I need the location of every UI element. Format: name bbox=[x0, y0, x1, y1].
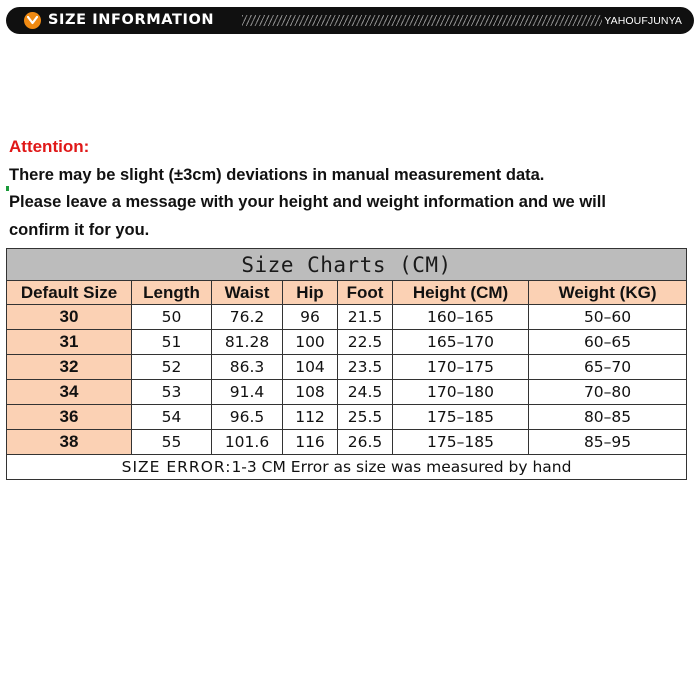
table-cell: 85–95 bbox=[529, 430, 687, 455]
table-cell: 23.5 bbox=[338, 355, 393, 380]
column-header: Length bbox=[132, 281, 212, 305]
banner-stripes bbox=[242, 15, 602, 26]
size-cell: 36 bbox=[7, 405, 132, 430]
column-header: Waist bbox=[212, 281, 283, 305]
size-error-text: 1-3 CM Error as size was measured by hand bbox=[231, 458, 572, 476]
table-cell: 160–165 bbox=[393, 305, 529, 330]
attention-label: Attention: bbox=[9, 137, 90, 156]
table-cell: 91.4 bbox=[212, 380, 283, 405]
table-cell: 112 bbox=[283, 405, 338, 430]
table-row bbox=[7, 330, 687, 355]
size-cell: 32 bbox=[7, 355, 132, 380]
attention-line: confirm it for you. bbox=[9, 221, 150, 239]
column-header: Hip bbox=[283, 281, 338, 305]
table-cell: 96 bbox=[283, 305, 338, 330]
table-cell: 108 bbox=[283, 380, 338, 405]
table-cell: 54 bbox=[132, 405, 212, 430]
table-row bbox=[7, 405, 687, 430]
table-cell: 104 bbox=[283, 355, 338, 380]
table-cell: 81.28 bbox=[212, 330, 283, 355]
table-cell: 22.5 bbox=[338, 330, 393, 355]
brand-name: YAHOUFJUNYA bbox=[604, 15, 682, 27]
size-error-note bbox=[7, 455, 687, 480]
header-banner bbox=[6, 7, 694, 34]
table-cell: 165–170 bbox=[393, 330, 529, 355]
table-cell: 170–175 bbox=[393, 355, 529, 380]
table-cell: 80–85 bbox=[529, 405, 687, 430]
table-cell: 70–80 bbox=[529, 380, 687, 405]
table-cell: 60–65 bbox=[529, 330, 687, 355]
table-cell: 175–185 bbox=[393, 405, 529, 430]
table-cell: 25.5 bbox=[338, 405, 393, 430]
size-error-label: SIZE ERROR: bbox=[121, 458, 232, 476]
table-title: Size Charts (CM) bbox=[7, 249, 687, 281]
table-cell: 52 bbox=[132, 355, 212, 380]
table-row bbox=[7, 380, 687, 405]
table-cell: 50–60 bbox=[529, 305, 687, 330]
table-cell: 101.6 bbox=[212, 430, 283, 455]
table-row bbox=[7, 305, 687, 330]
column-header: Default Size bbox=[7, 281, 132, 305]
table-header-row bbox=[7, 281, 687, 305]
table-cell: 86.3 bbox=[212, 355, 283, 380]
size-cell: 38 bbox=[7, 430, 132, 455]
chevron-down-icon bbox=[24, 12, 41, 29]
table-cell: 50 bbox=[132, 305, 212, 330]
table-cell: 96.5 bbox=[212, 405, 283, 430]
size-error-row bbox=[7, 455, 687, 480]
size-cell: 30 bbox=[7, 305, 132, 330]
attention-line: Please leave a message with your height and weight information and we will bbox=[9, 193, 606, 211]
banner-title: SIZE INFORMATION bbox=[48, 12, 215, 28]
column-header: Weight (KG) bbox=[529, 281, 687, 305]
attention-line: There may be slight (±3cm) deviations in manual measurement data. bbox=[9, 166, 545, 184]
table-title-row bbox=[7, 249, 687, 281]
table-cell: 100 bbox=[283, 330, 338, 355]
table-cell: 21.5 bbox=[338, 305, 393, 330]
table-cell: 76.2 bbox=[212, 305, 283, 330]
table-cell: 26.5 bbox=[338, 430, 393, 455]
table-row bbox=[7, 355, 687, 380]
column-header: Height (CM) bbox=[393, 281, 529, 305]
table-cell: 170–180 bbox=[393, 380, 529, 405]
table-cell: 51 bbox=[132, 330, 212, 355]
table-cell: 24.5 bbox=[338, 380, 393, 405]
size-chart-table bbox=[6, 248, 687, 480]
table-cell: 116 bbox=[283, 430, 338, 455]
table-cell: 175–185 bbox=[393, 430, 529, 455]
table-row bbox=[7, 430, 687, 455]
size-cell: 34 bbox=[7, 380, 132, 405]
table-cell: 55 bbox=[132, 430, 212, 455]
size-cell: 31 bbox=[7, 330, 132, 355]
table-cell: 53 bbox=[132, 380, 212, 405]
table-cell: 65–70 bbox=[529, 355, 687, 380]
column-header: Foot bbox=[338, 281, 393, 305]
